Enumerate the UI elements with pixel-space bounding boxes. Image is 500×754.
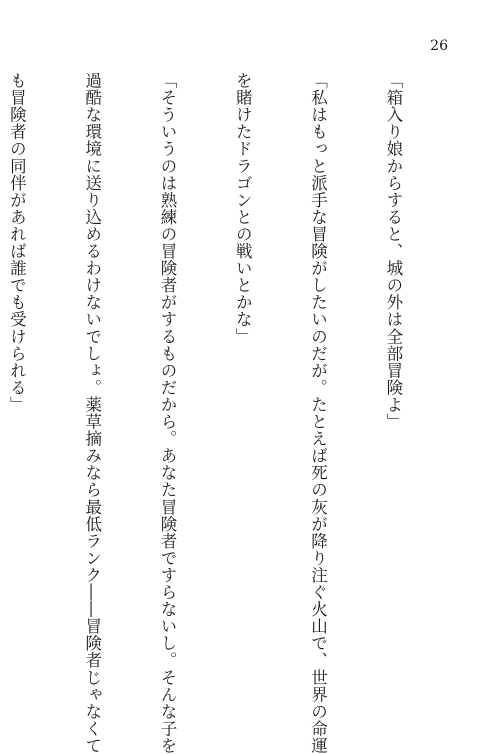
text-line: を賭けたドラゴンとの戦いとかな」 (233, 72, 253, 345)
text-line: も冒険者の同伴があれば誰でも受けられる」 (7, 72, 27, 413)
page-number: 26 (430, 38, 448, 54)
text-line: 過酷な環境に送り込めるわけないでしょ。薬草摘みなら最低ランク――冒険者じゃなくて (82, 72, 102, 754)
text-line: 「私はもっと派手な冒険がしたいのだが。たとえば死の灰が降り注ぐ火山で、世界の命運 (308, 72, 328, 754)
vertical-text-body (7, 72, 456, 754)
text-line: 「そういうのは熟練の冒険者がするものだから。あなた冒険者ですらないし。そんな子を (157, 72, 177, 754)
text-line: 「箱入り娘からすると、城の外は全部冒険よ」 (383, 72, 403, 431)
